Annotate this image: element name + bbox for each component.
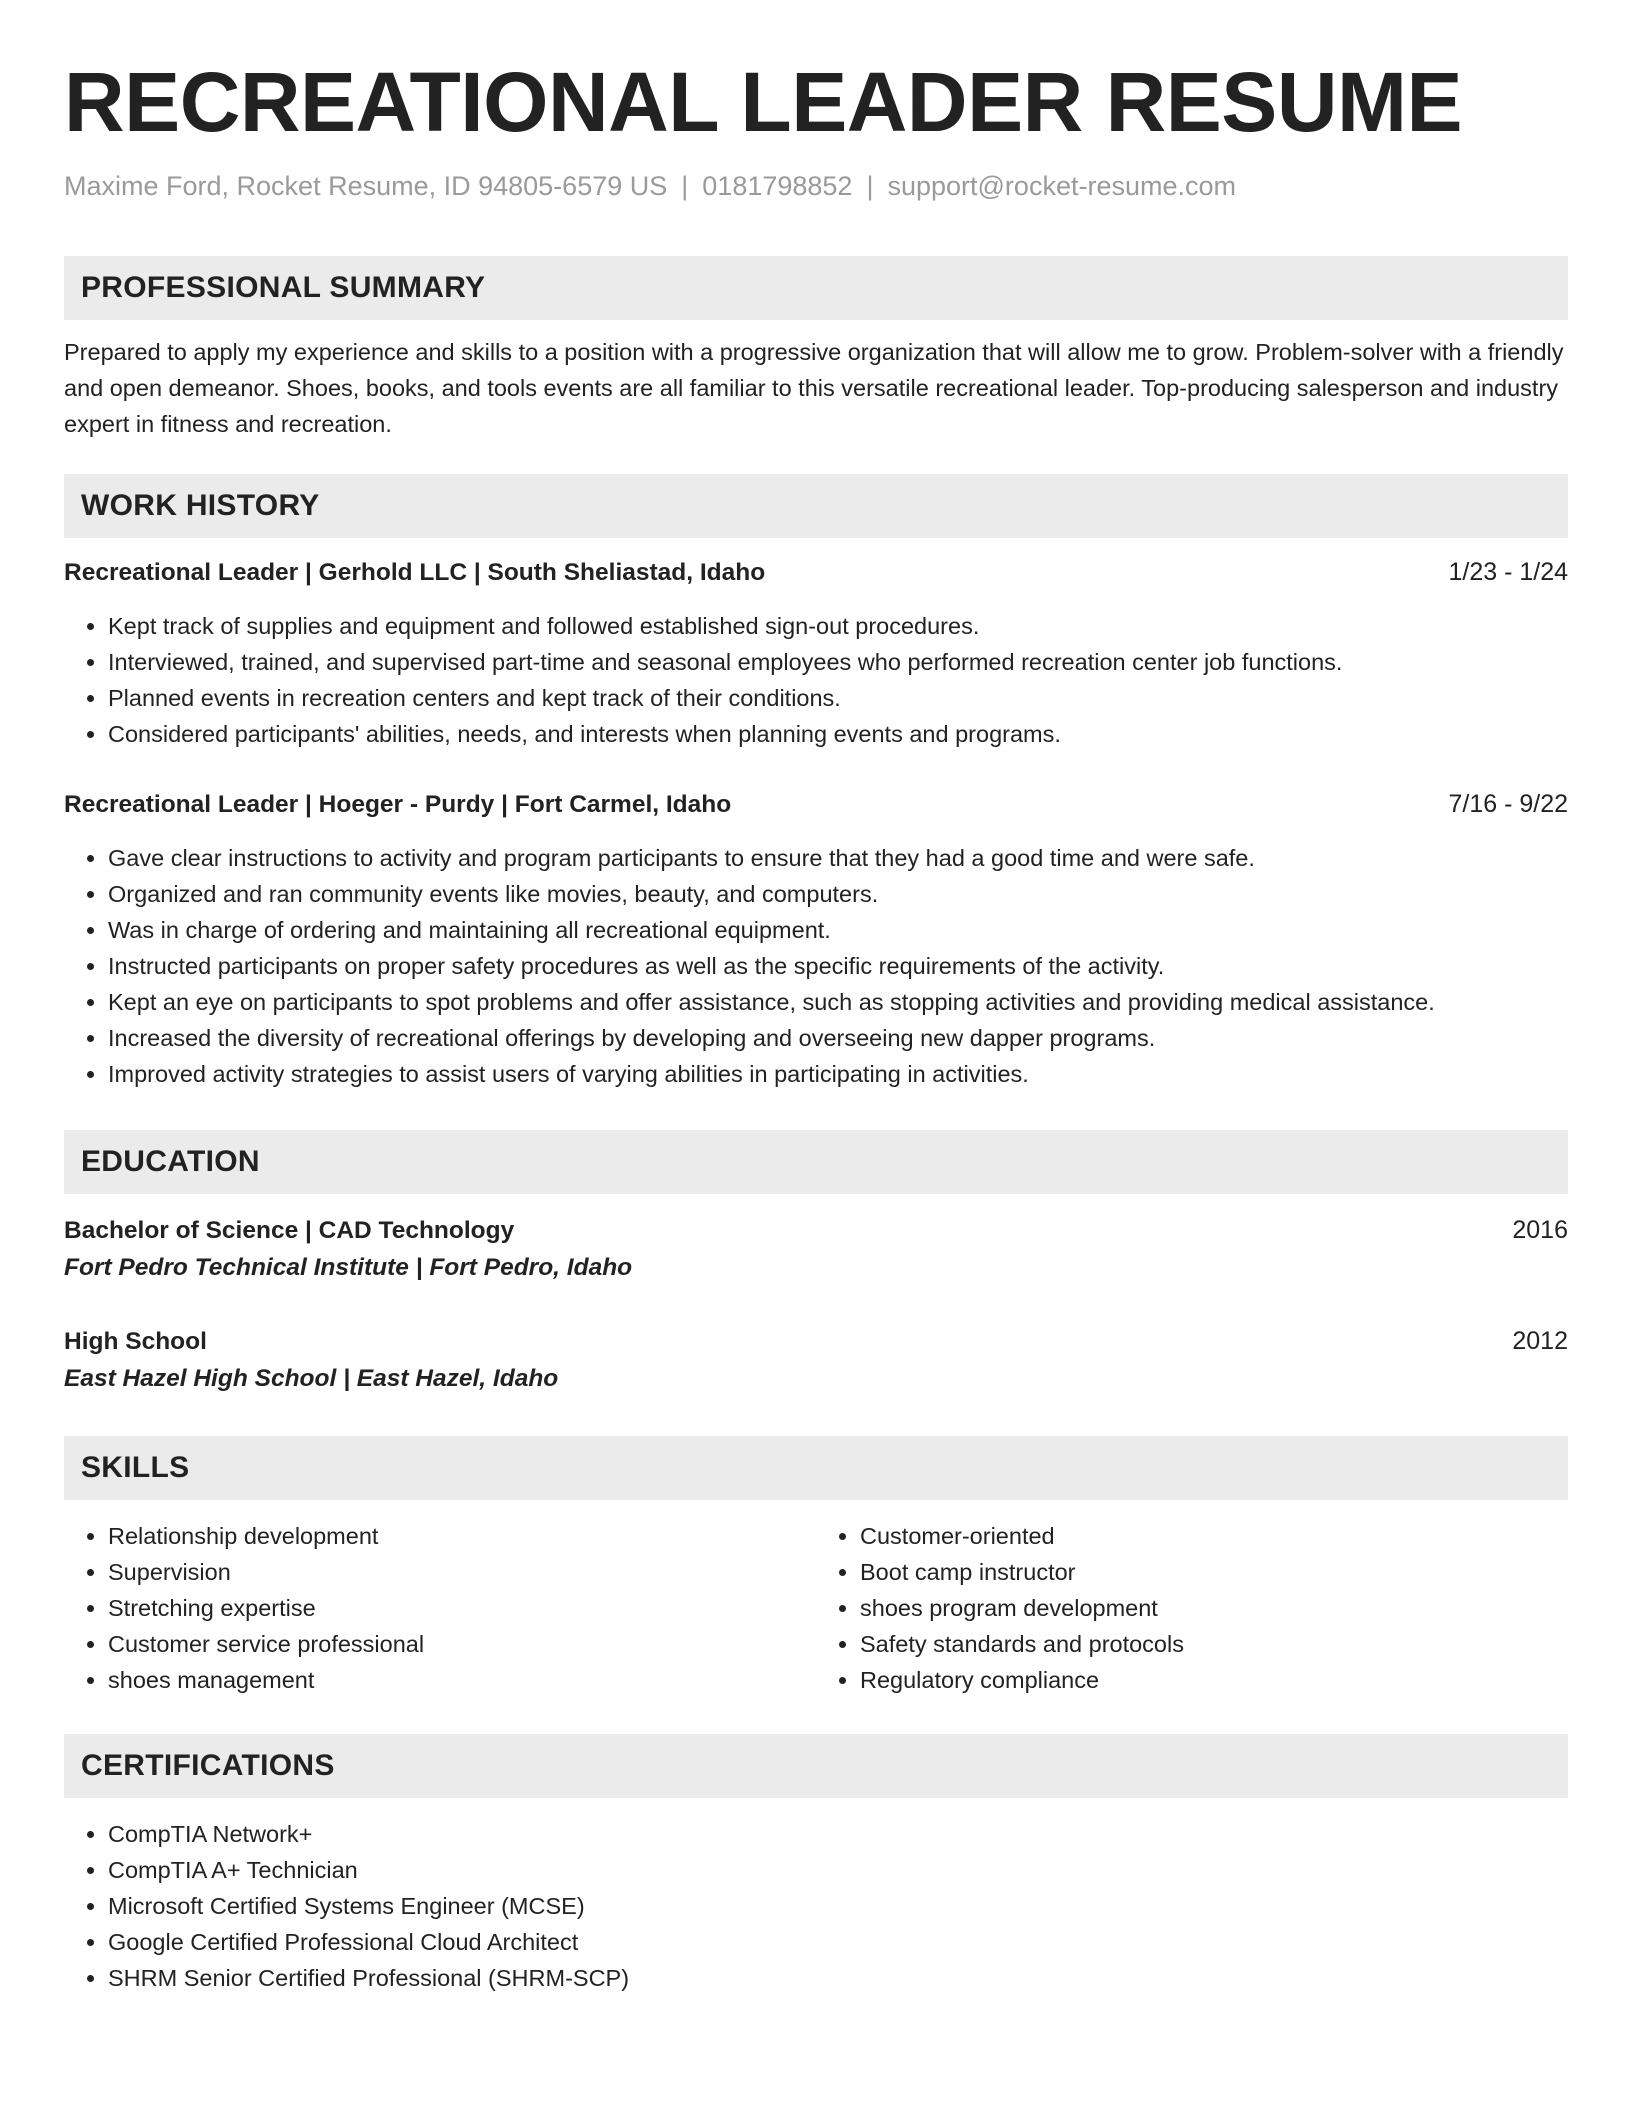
contact-phone: 0181798852	[702, 171, 853, 201]
job-bullet: • Kept track of supplies and equipment and followed established sign-out procedures.	[108, 608, 1568, 644]
education-entry	[64, 1323, 1568, 1398]
skill-item: • Relationship development	[108, 1518, 816, 1554]
contact-line	[64, 168, 1568, 204]
education-degree: Bachelor of Science | CAD Technology	[64, 1217, 515, 1244]
skills-columns	[64, 1518, 1568, 1698]
education-school: Fort Pedro Technical Institute | Fort Pedro, Idaho	[64, 1254, 633, 1281]
contact-separator: |	[681, 171, 689, 201]
job-bullets	[64, 840, 1568, 1092]
education-entry	[64, 1212, 1568, 1287]
section-heading-skills: SKILLS	[64, 1436, 1568, 1500]
skill-item: • Safety standards and protocols	[860, 1626, 1568, 1662]
job-entry	[64, 786, 1568, 1092]
job-bullet: • Instructed participants on proper safety procedures as well as the specific requirements of the activity.	[108, 948, 1568, 984]
skill-item: • Boot camp instructor	[860, 1554, 1568, 1590]
education-header	[64, 1323, 1568, 1360]
contact-address: Maxime Ford, Rocket Resume, ID 94805-6579 US	[64, 171, 668, 201]
section-heading-certifications: CERTIFICATIONS	[64, 1734, 1568, 1798]
skills-list-right	[816, 1518, 1568, 1698]
job-title: Recreational Leader | Hoeger - Purdy | Fort Carmel, Idaho	[64, 791, 732, 818]
job-bullet: • Organized and ran community events like movies, beauty, and computers.	[108, 876, 1568, 912]
skill-item: • Supervision	[108, 1554, 816, 1590]
job-dates: 7/16 - 9/22	[1448, 790, 1568, 818]
job-bullet: • Increased the diversity of recreational offerings by developing and overseeing new dapper programs.	[108, 1020, 1568, 1056]
skills-list-left	[64, 1518, 816, 1698]
education-year: 2012	[1512, 1327, 1568, 1355]
job-bullet: • Gave clear instructions to activity and program participants to ensure that they had a good time and were safe.	[108, 840, 1568, 876]
section-heading-summary: PROFESSIONAL SUMMARY	[64, 256, 1568, 320]
section-heading-education: EDUCATION	[64, 1130, 1568, 1194]
section-heading-work-history: WORK HISTORY	[64, 474, 1568, 538]
job-header	[64, 786, 1568, 823]
skill-item: • Stretching expertise	[108, 1590, 816, 1626]
skill-item: • Customer-oriented	[860, 1518, 1568, 1554]
skill-item: • shoes management	[108, 1662, 816, 1698]
contact-email[interactable]: support@rocket-resume.com	[887, 171, 1236, 201]
contact-separator: |	[866, 171, 874, 201]
summary-text: Prepared to apply my experience and skills to a position with a progressive organization that will allow me to grow. Problem-solver with a friendly and open demeanor. Shoes, books, and tools events are all familiar to this versatile recreational leader. Top-producing salesperson and industry expert in fitness and recreation.	[64, 339, 1564, 437]
job-bullet: • Was in charge of ordering and maintaining all recreational equipment.	[108, 912, 1568, 948]
education-header	[64, 1212, 1568, 1249]
education-school: East Hazel High School | East Hazel, Idaho	[64, 1365, 559, 1392]
education-degree: High School	[64, 1328, 207, 1355]
certification-item: • Google Certified Professional Cloud Architect	[108, 1924, 1568, 1960]
job-bullet: • Kept an eye on participants to spot problems and offer assistance, such as stopping activities and providing medical assistance.	[108, 984, 1568, 1020]
job-header	[64, 554, 1568, 591]
certifications-list	[64, 1816, 1568, 1996]
certification-item: • CompTIA Network+	[108, 1816, 1568, 1852]
skill-item: • Regulatory compliance	[860, 1662, 1568, 1698]
certification-item: • Microsoft Certified Systems Engineer (MCSE)	[108, 1888, 1568, 1924]
resume-title: RECREATIONAL LEADER RESUME	[64, 55, 1462, 149]
job-bullet: • Considered participants' abilities, needs, and interests when planning events and programs.	[108, 716, 1568, 752]
skill-item: • Customer service professional	[108, 1626, 816, 1662]
job-bullet: • Interviewed, trained, and supervised part-time and seasonal employees who performed recreation center job functions.	[108, 644, 1568, 680]
job-bullet: • Improved activity strategies to assist users of varying abilities in participating in activities.	[108, 1056, 1568, 1092]
job-dates: 1/23 - 1/24	[1448, 558, 1568, 586]
skill-item: • shoes program development	[860, 1590, 1568, 1626]
certification-item: • SHRM Senior Certified Professional (SHRM-SCP)	[108, 1960, 1568, 1996]
job-bullet: • Planned events in recreation centers and kept track of their conditions.	[108, 680, 1568, 716]
job-entry	[64, 554, 1568, 752]
certification-item: • CompTIA A+ Technician	[108, 1852, 1568, 1888]
job-title: Recreational Leader | Gerhold LLC | South Sheliastad, Idaho	[64, 559, 766, 586]
education-year: 2016	[1512, 1216, 1568, 1244]
job-bullets	[64, 608, 1568, 752]
